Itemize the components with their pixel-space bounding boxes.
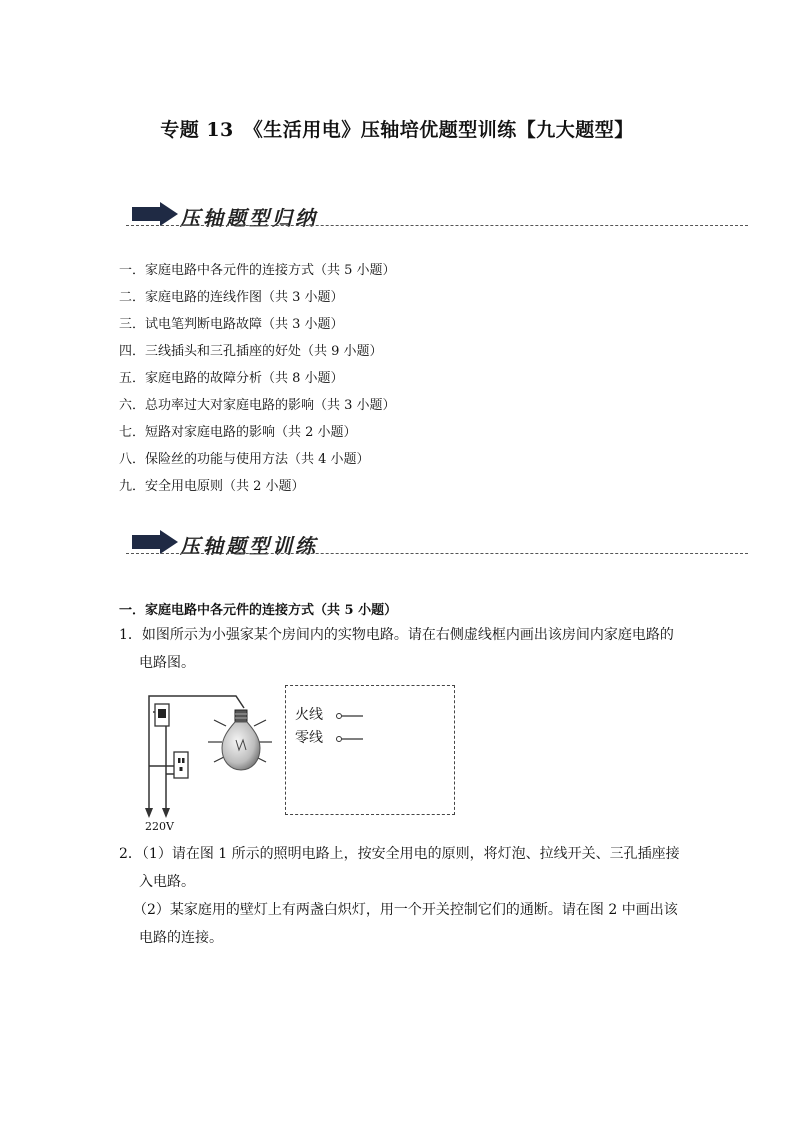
circuit-illustration — [136, 682, 286, 832]
circuit-figure — [136, 682, 466, 837]
toc-item: 九．安全用电原则（共 2 小题） — [119, 479, 305, 494]
question-text: 电路图。 — [139, 655, 195, 671]
dashed-divider — [126, 225, 748, 226]
section-header-summary — [126, 200, 748, 234]
section-header-label: 压轴题型归纳 — [180, 206, 318, 230]
question-2 — [119, 840, 689, 952]
question-text: 入电路。 — [139, 874, 195, 890]
toc-item: 八．保险丝的功能与使用方法（共 4 小题） — [119, 452, 370, 467]
toc-item: 三．试电笔判断电路故障（共 3 小题） — [119, 317, 344, 332]
question-text: 2．（1）请在图 1 所示的照明电路上，按安全用电的原则，将灯泡、拉线开关、三孔插座接 — [119, 846, 680, 862]
terminal-icon — [335, 712, 365, 720]
toc-item: 六．总功率过大对家庭电路的影响（共 3 小题） — [119, 398, 396, 413]
toc-list — [119, 262, 396, 505]
terminal-icon — [335, 735, 365, 743]
question-text: 1．如图所示为小强家某个房间内的实物电路。请在右侧虚线框内画出该房间内家庭电路的 — [119, 627, 674, 643]
arrow-icon — [132, 202, 178, 226]
toc-item: 二．家庭电路的连线作图（共 3 小题） — [119, 290, 344, 305]
question-text: （2）某家庭用的壁灯上有两盏白炽灯，用一个开关控制它们的通断。请在图 2 中画出该 — [133, 902, 678, 918]
question-text: 电路的连接。 — [139, 930, 223, 946]
question-section-title: 一．家庭电路中各元件的连接方式（共 5 小题） — [119, 603, 398, 618]
live-wire-label: 火线 — [295, 707, 323, 723]
toc-item: 一．家庭电路中各元件的连接方式（共 5 小题） — [119, 263, 396, 278]
arrow-icon — [132, 530, 178, 554]
neutral-wire-label: 零线 — [295, 730, 323, 746]
toc-item: 七．短路对家庭电路的影响（共 2 小题） — [119, 425, 357, 440]
toc-item: 四．三线插头和三孔插座的好处（共 9 小题） — [119, 344, 383, 359]
answer-dashed-box — [285, 685, 455, 815]
section-header-label: 压轴题型训练 — [180, 534, 318, 558]
question-1 — [119, 621, 689, 677]
page-title: 专题 13 《生活用电》压轴培优题型训练【九大题型】 — [160, 119, 634, 141]
dashed-divider — [126, 553, 748, 554]
section-header-training — [126, 528, 748, 562]
voltage-label: 220V — [145, 820, 174, 833]
toc-item: 五．家庭电路的故障分析（共 8 小题） — [119, 371, 344, 386]
